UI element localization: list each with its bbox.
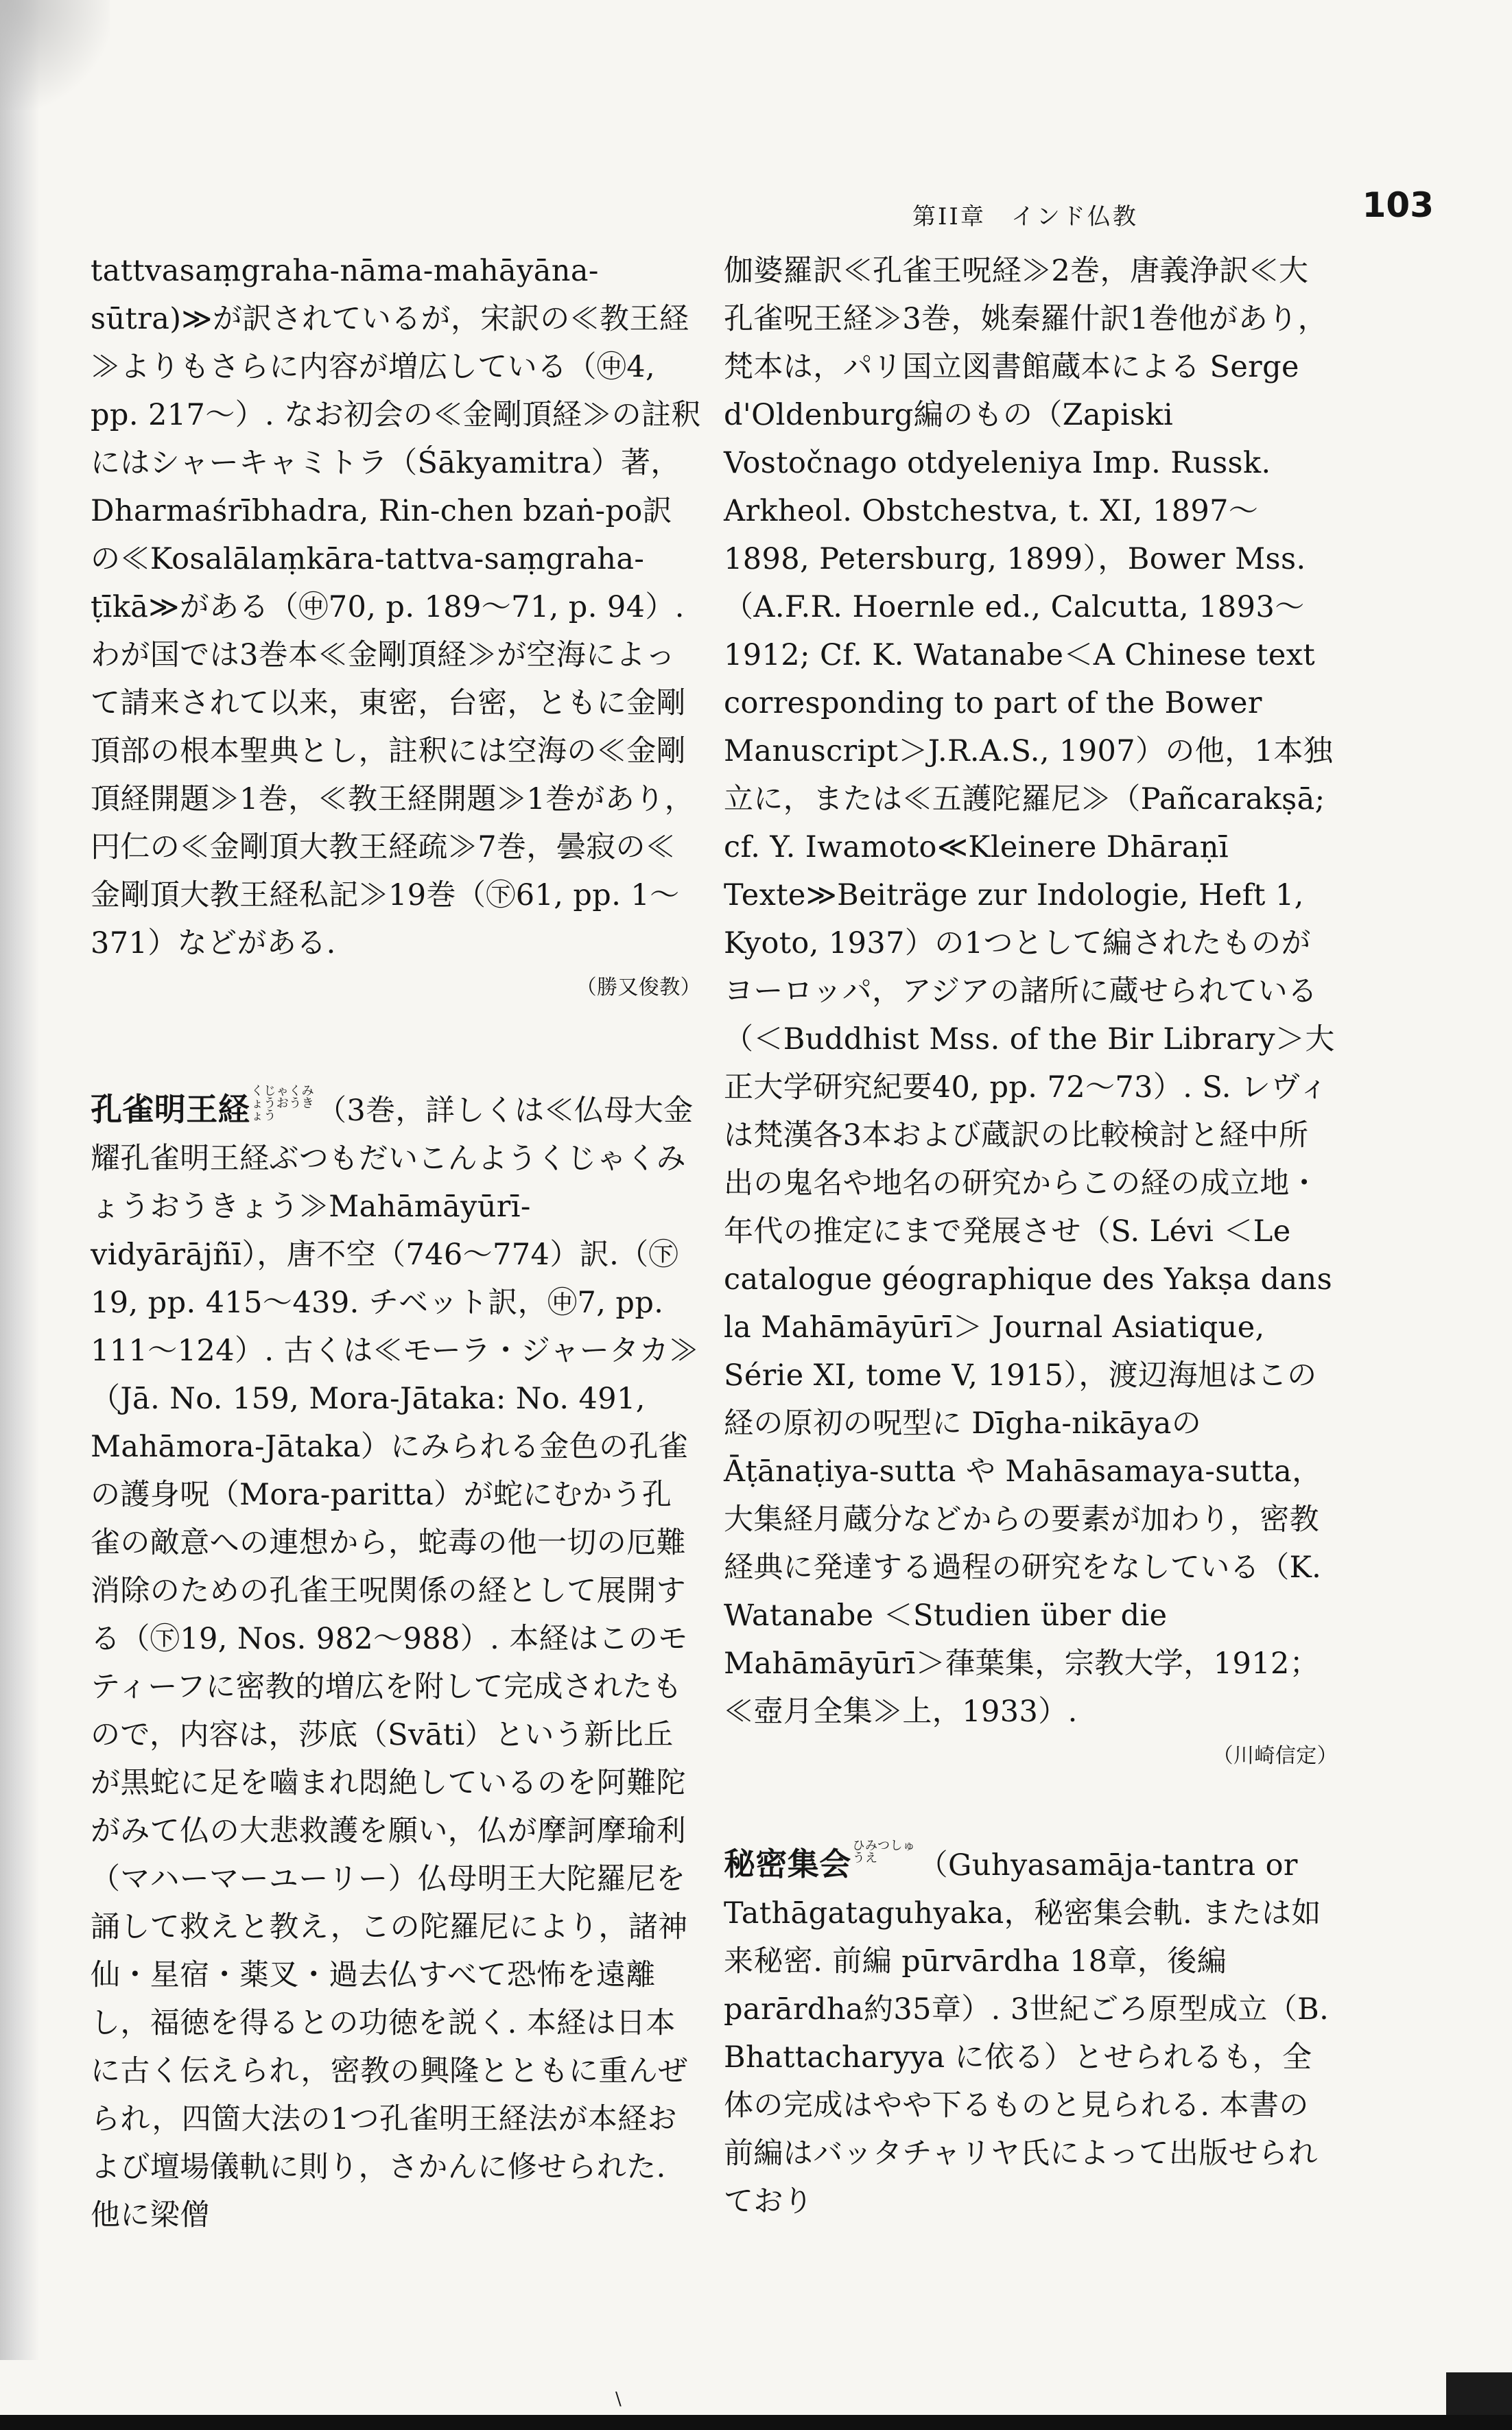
entry-title-kujaku: 孔雀明王経 [91,1091,250,1128]
entry-ruby-kujaku: くじゃくみょうおうきょう [251,1084,314,1123]
scan-shadow-left [0,0,40,2360]
scan-shadow-top [0,0,110,110]
author-credit-2: （川崎信定） [1212,1744,1338,1768]
paragraph-guhyasamaja-entry [724,1840,1338,2226]
entry-spacer [91,1003,701,1085]
paragraph-vajrasekhara-continuation: tattvasaṃgraha-nāma-mahāyāna-sūtra)≫が訳されているが，宋訳の≪教王経≫よりもさらに内容が増広している（㊥4, pp. 217〜）. なお初会の≪金剛頂経≫の註釈にはシャーキャミトラ（Śākyamitra）著，Dharmaśrībhadra, Rin-chen bzaṅ-po訳の≪Kosalālaṃkāra-tattva-saṃgraha-ṭīkā≫がある（㊥70, p. 189〜71, p. 94）. わが国では3巻本≪金剛頂経≫が空海によって請来されて以来，東密，台密，ともに金剛頂部の根本聖典とし，註釈には空海の≪金剛頂経開題≫1巻，≪教王経開題≫1巻があり，円仁の≪金剛頂大教王経疏≫7巻，曇寂の≪金剛頂大教王経私記≫19巻（㊦61, pp. 1〜371）などがある. [91,254,701,960]
page-number: 103 [1362,185,1434,225]
scan-edge-mark [1446,2372,1512,2416]
scan-bottom-border [0,2415,1512,2430]
entry-ruby-himitsu-shue: ひみつしゅうえ [852,1839,916,1865]
author-credit-1: （勝又俊教） [576,976,701,1000]
entry-body-himitsu-shue: （Guhyasamāja-tantra or Tathāgataguhyaka，秘密集会軌. または如来秘密. 前編 pūrvārdha 18章，後編 parārdha約35章）. 3世紀ごろ原型成立（B. Bhattacharyya に依る）とせられるも，全体の完成はやや下るものと見られる. 本書の前編はバッタチャリヤ氏によって出版せられており [724,1848,1330,2219]
entry-spacer [724,1771,1338,1840]
left-column [91,247,701,2239]
entry-body-kujaku: （3巻，詳しくは≪仏母大金耀孔雀明王経ぶつもだいこんようくじゃくみょうおうきょう≫Mahāmāyūrī-vidyārājñī），唐不空（746〜774）訳.（㊦19, pp. 415〜439. チベット訳，㊥7, pp. 111〜124）. 古くは≪モーラ・ジャータカ≫（Jā. No. 159, Mora-Jātaka: No. 491, Mahāmora-Jātaka）にみられる金色の孔雀の護身呪（Mora-paritta）が蛇にむかう孔雀の敵意への連想から，蛇毒の他一切の厄難消除のための孔雀王呪関係の経として展開する（㊦19, Nos. 982〜988）. 本経はこのモティーフに密教的増広を附して完成されたもので，内容は，莎底（Svāti）という新比丘が黒蛇に足を嚙まれ悶絶しているのを阿難陀がみて仏の大悲救護を願い，仏が摩訶摩瑜利（マハーマーユーリー）仏母明王大陀羅尼を誦して救えと教え，この陀羅尼により，諸神仙・星宿・薬叉・過去仏すべて恐怖を遠離し，福徳を得るとの功徳を説く. 本経は日本に古く伝えられ，密教の興隆とともに重んぜられ，四箇大法の1つ孔雀明王経法が本経および壇場儀軌に則り，さかんに修せられた. 他に梁僧 [91,1094,699,2232]
entry-title-himitsu-shue: 秘密集会 [724,1845,851,1883]
running-head: 第II章 インド仏教 [912,203,1138,231]
page-header [912,185,1434,233]
paragraph-mahamayuri-entry [91,1085,701,2239]
gutter-mark: \ [615,2389,622,2409]
paragraph-mahamayuri-continuation: 伽婆羅訳≪孔雀王呪経≫2巻，唐義浄訳≪大孔雀呪王経≫3巻，姚秦羅什訳1巻他があり，梵本は，パリ国立図書館蔵本による Serge d'Oldenburg編のもの（Zapiski Vostočnago otdyeleniya Imp. Russk. Arkheol. Obstchestva, t. XI, 1897〜1898, Petersburg, 1899），Bower Mss.（A.F.R. Hoernle ed., Calcutta, 1893〜1912; Cf. K. Watanabe＜A Chinese text corresponding to part of the Bower Manuscript＞J.R.A.S., 1907）の他，1本独立に，または≪五護陀羅尼≫（Pañcarakṣā; cf. Y. Iwamoto≪Kleinere Dhāraṇī Texte≫Beiträge zur Indologie, Heft 1, Kyoto, 1937）の1つとして編されたものがヨーロッパ，アジアの諸所に蔵せられている（＜Buddhist Mss. of the Bir Library＞大正大学研究紀要40, pp. 72〜73）. S. レヴィは梵漢各3本および蔵訳の比較検討と経中所出の鬼名や地名の研究からこの経の成立地・年代の推定にまで発展させ（S. Lévi ＜Le catalogue géographique des Yakṣa dans la Mahāmāyūrī＞ Journal Asiatique, Série XI, tome V, 1915），渡辺海旭はこの経の原初の呪型に Dīgha-nikāyaの Āṭānaṭiya-sutta や Mahāsamaya-sutta，大集経月蔵分などからの要素が加わり，密教経典に発達する過程の研究をなしている（K. Watanabe ＜Studien über die Mahāmāyūrī＞葎葉集，宗教大学，1912；≪壺月全集≫上，1933）. [724,254,1335,1729]
right-column [724,247,1338,2226]
